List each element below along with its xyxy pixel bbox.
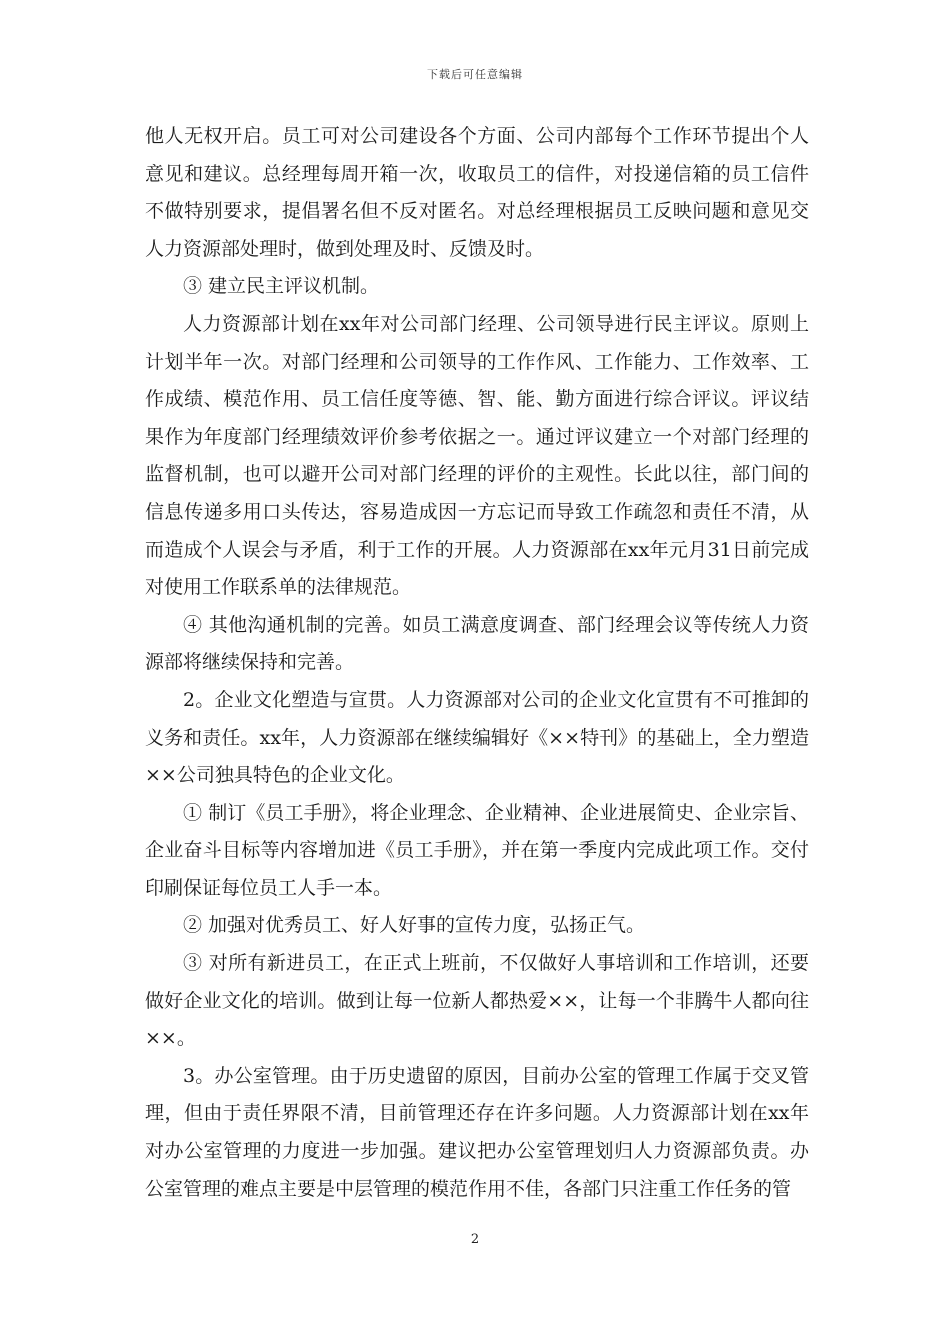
page-header: 下载后可任意编辑 bbox=[427, 68, 523, 81]
page-number: 2 bbox=[470, 1232, 480, 1247]
paragraph-1: 他人无权开启。员工可对公司建设各个方面、公司内部每个工作环节提出个人意见和建议。总经理每周开箱一次，收取员工的信件，对投递信箱的员工信件不做特别要求，提倡署名但不反对匿名。对总经理根据员工反映问题和意见交人力资源部处理时，做到处理及时、反馈及时。 bbox=[145, 125, 809, 260]
paragraph-6: ① 制订《员工手册》，将企业理念、企业精神、企业进展简史、企业宗旨、企业奋斗目标等内容增加进《员工手册》，并在第一季度内完成此项工作。交付印刷保证每位员工人手一本。 bbox=[145, 801, 809, 899]
paragraph-8: ③ 对所有新进员工，在正式上班前，不仅做好人事培训和工作培训，还要做好企业文化的培训。做到让每一位新人都热爱××，让每一个非腾牛人都向往××。 bbox=[145, 952, 809, 1050]
paragraph-3: 人力资源部计划在xx年对公司部门经理、公司领导进行民主评议。原则上计划半年一次。对部门经理和公司领导的工作作风、工作能力、工作效率、工作成绩、模范作用、员工信任度等德、智、能、勤方面进行综合评议。评议结果作为年度部门经理绩效评价参考依据之一。通过评议建立一个对部门经理的监督机制，也可以避开公司对部门经理的评价的主观性。长此以往，部门间的信息传递多用口头传达，容易造成因一方忘记而导致工作疏忽和责任不清，从而造成个人误会与矛盾，利于工作的开展。人力资源部在xx年元月31日前完成对使用工作联系单的法律规范。 bbox=[145, 312, 809, 599]
paragraph-4: ④ 其他沟通机制的完善。如员工满意度调查、部门经理会议等传统人力资源部将继续保持和完善。 bbox=[145, 613, 809, 674]
paragraph-2: ③ 建立民主评议机制。 bbox=[183, 275, 380, 298]
paragraph-9: 3。办公室管理。由于历史遗留的原因，目前办公室的管理工作属于交叉管理，但由于责任界限不清，目前管理还存在许多问题。人力资源部计划在xx年对办公室管理的力度进一步加强。建议把办公室管理划归人力资源部负责。办公室管理的难点主要是中层管理的模范作用不佳，各部门只注重工作任务的管 bbox=[145, 1064, 809, 1200]
paragraph-5: 2。企业文化塑造与宣贯。人力资源部对公司的企业文化宣贯有不可推卸的义务和责任。xx年，人力资源部在继续编辑好《××特刊》的基础上，全力塑造××公司独具特色的企业文化。 bbox=[145, 688, 809, 787]
document-body bbox=[145, 118, 809, 1208]
paragraph-7: ② 加强对优秀员工、好人好事的宣传力度，弘扬正气。 bbox=[183, 914, 646, 937]
